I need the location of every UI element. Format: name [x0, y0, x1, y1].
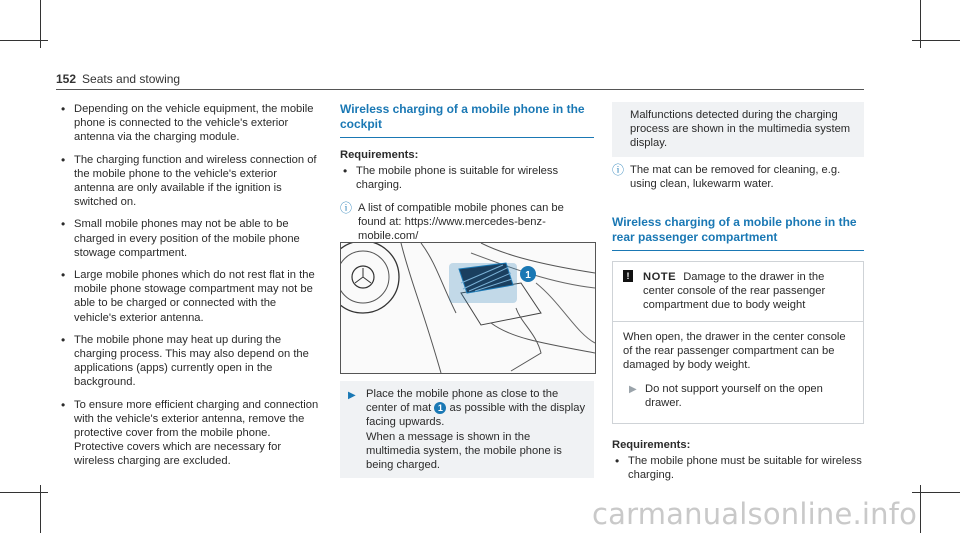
list-item: • Large mobile phones which do not rest flat in the mobile phone stowage compartment may not be able to be charged or connected with the vehicle's exterior antenna.	[58, 268, 320, 325]
list-item: • The mobile phone is suitable for wireless charging.	[340, 164, 594, 192]
section-heading: Wireless charging of a mobile phone in the rear passenger compartment	[612, 215, 864, 251]
warning-body	[613, 321, 863, 423]
instruction-step	[340, 381, 594, 478]
crop-mark	[912, 492, 960, 493]
warning-step-text: Do not support yourself on the open drawer.	[645, 383, 823, 410]
column-2	[340, 102, 594, 243]
callout-badge: 1	[434, 402, 446, 414]
crop-mark	[912, 40, 960, 41]
warning-header	[613, 262, 863, 321]
column-3	[612, 102, 864, 490]
crop-mark	[0, 40, 48, 41]
warning-heading: Damage to the drawer in the center console of the rear passenger compartment due to body weight	[643, 271, 826, 312]
requirements-list	[612, 454, 864, 482]
section-title: Seats and stowing	[82, 72, 181, 86]
list-item: • To ensure more efficient charging and connection with the vehicle's exterior antenna, remove the protective cover from the mobile phone. Protective covers which are necessary for wireless charging are excluded.	[58, 398, 320, 469]
crop-mark	[0, 492, 48, 493]
column-2-step	[340, 381, 594, 478]
list-item: • Depending on the vehicle equipment, the mobile phone is connected to the vehicle's exterior antenna via the charging module.	[58, 102, 320, 145]
malfunction-box: Malfunctions detected during the charging process are shown in the multimedia system display.	[612, 102, 864, 157]
bullet-list	[58, 102, 320, 469]
requirements-label: Requirements:	[340, 149, 419, 161]
warning-text: When open, the drawer in the center console of the rear passenger compartment can be damaged by body weight.	[623, 330, 846, 372]
list-item: • Small mobile phones may not be able to be charged in every position of the mobile phone stowage compartment.	[58, 217, 320, 260]
list-item: • The mobile phone may heat up during the charging process. This may also depend on the applications (apps) currently open in the background.	[58, 333, 320, 390]
cockpit-drawing	[341, 243, 595, 373]
info-icon: ⓘ	[612, 162, 625, 177]
list-item: • The mobile phone must be suitable for wireless charging.	[612, 454, 864, 482]
section-heading: Wireless charging of a mobile phone in the cockpit	[340, 102, 594, 138]
header-rule	[56, 89, 864, 90]
note-text: The mat can be removed for cleaning, e.g. using clean, lukewarm water.	[630, 163, 841, 190]
requirements-list	[340, 164, 594, 192]
cockpit-illustration	[340, 242, 596, 374]
column-1	[58, 102, 320, 477]
warning-box	[612, 261, 864, 424]
warning-label: NOTE	[643, 271, 677, 284]
info-note	[340, 201, 594, 244]
warning-step	[623, 382, 853, 410]
page-header	[56, 72, 180, 86]
info-icon: ⓘ	[340, 200, 353, 215]
figure-callout: 1	[525, 270, 531, 281]
note-text: A list of compatible mobile phones can be found at: https://www.mercedes-benz-mobile.com/	[358, 201, 564, 243]
page-number: 152	[56, 72, 77, 86]
watermark: carmanualsonline.info	[592, 497, 918, 531]
step-result: When a message is shown in the multimedia system, the mobile phone is being charged.	[366, 430, 562, 472]
requirements-label: Requirements:	[612, 438, 691, 451]
info-note	[612, 163, 864, 191]
step-text-2: as possible with the display facing upwards.	[366, 402, 586, 429]
step-arrow-icon: ▶	[629, 384, 637, 396]
warning-icon: !	[623, 270, 633, 282]
list-item: • The charging function and wireless connection of the mobile phone to the vehicle's exterior antenna are only available if the ignition is switched on.	[58, 153, 320, 210]
step-text-1: Place the mobile phone as close to the center of mat	[366, 388, 559, 415]
step-arrow-icon: ▶	[348, 390, 356, 401]
